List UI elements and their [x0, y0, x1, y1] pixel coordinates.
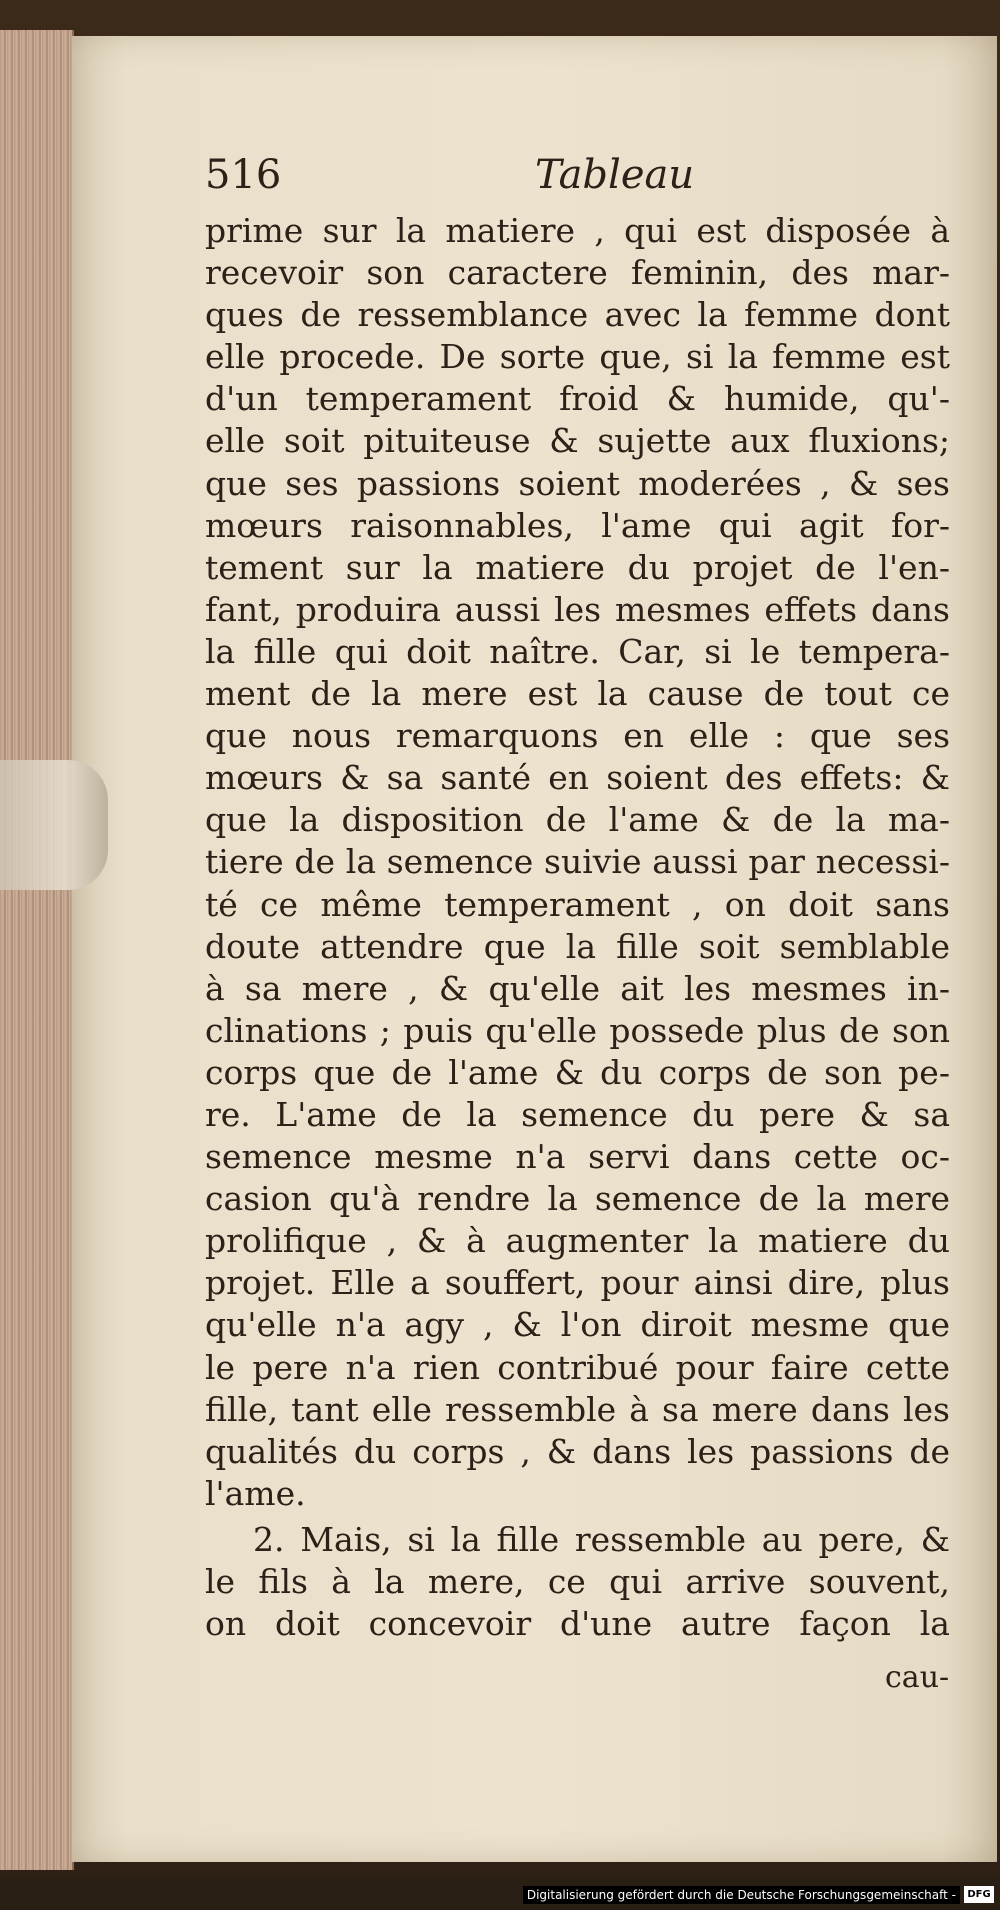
paragraph-1: [205, 210, 950, 1515]
page-clip: [0, 760, 108, 890]
text-line: le pere n'a rien contribué pour faire cette: [205, 1347, 950, 1387]
text-line: d'un temperament froid & humide, qu'-: [205, 379, 950, 419]
body-text: [205, 210, 950, 1645]
text-line: le fils à la mere, ce qui arrive souvent,: [205, 1562, 950, 1601]
text-line: tiere de la semence suivie aussi par necessi-: [205, 842, 950, 882]
text-line: mœurs raisonnables, l'ame qui agit for-: [205, 505, 950, 545]
text-line: 2. Mais, si la fille ressemble au pere, &: [253, 1519, 950, 1559]
text-line: tement sur la matiere du projet de l'en-: [205, 547, 950, 587]
text-line: clinations ; puis qu'elle possede plus de son: [205, 1010, 950, 1050]
digitization-credit: Digitalisierung gefördert durch die Deutsche Forschungsgemeinschaft -: [523, 1886, 960, 1904]
text-line: elle procede. De sorte que, si la femme est: [205, 337, 950, 377]
running-title: Tableau: [535, 152, 695, 198]
text-line: elle soit pituiteuse & sujette aux fluxions;: [205, 421, 950, 461]
catchword: cau-: [885, 1660, 950, 1695]
text-line: casion qu'à rendre la semence de la mere: [205, 1179, 950, 1219]
running-head: [205, 152, 695, 202]
dfg-logo: DFG: [964, 1886, 994, 1903]
book-page-edges: [0, 30, 74, 1870]
text-line: ques de ressemblance avec la femme dont: [205, 295, 950, 335]
page-number: 516: [205, 152, 282, 198]
text-line: re. L'ame de la semence du pere & sa: [205, 1094, 950, 1134]
text-line: fille, tant elle ressemble à sa mere dans les: [205, 1389, 950, 1429]
text-line: que la disposition de l'ame & de la ma-: [205, 800, 950, 840]
text-line: qualités du corps , & dans les passions de: [205, 1431, 950, 1471]
text-line: té ce même temperament , on doit sans: [205, 884, 950, 924]
text-line: mœurs & sa santé en soient des effets: &: [205, 758, 950, 798]
text-line: que nous remarquons en elle : que ses: [205, 716, 950, 756]
text-line: projet. Elle a souffert, pour ainsi dire, plus: [205, 1263, 950, 1303]
text-line: la fille qui doit naître. Car, si le tempera-: [205, 631, 950, 671]
text-line: doute attendre que la fille soit semblable: [205, 926, 950, 966]
text-line: semence mesme n'a servi dans cette oc-: [205, 1137, 950, 1177]
text-line: corps que de l'ame & du corps de son pe-: [205, 1052, 950, 1092]
text-line: prolifique , & à augmenter la matiere du: [205, 1221, 950, 1261]
text-line: recevoir son caractere feminin, des mar-: [205, 253, 950, 293]
text-line: l'ame.: [205, 1473, 306, 1513]
text-line: à sa mere , & qu'elle ait les mesmes in-: [205, 968, 950, 1008]
paragraph-2: [205, 1519, 950, 1645]
text-line: on doit concevoir d'une autre façon la: [205, 1604, 950, 1644]
text-line: ment de la mere est la cause de tout ce: [205, 674, 950, 714]
text-line: que ses passions soient moderées , & ses: [205, 463, 950, 503]
text-line: qu'elle n'a agy , & l'on diroit mesme que: [205, 1305, 950, 1345]
text-line: fant, produira aussi les mesmes effets dans: [205, 589, 950, 629]
text-line: prime sur la matiere , qui est disposée à: [205, 211, 950, 250]
